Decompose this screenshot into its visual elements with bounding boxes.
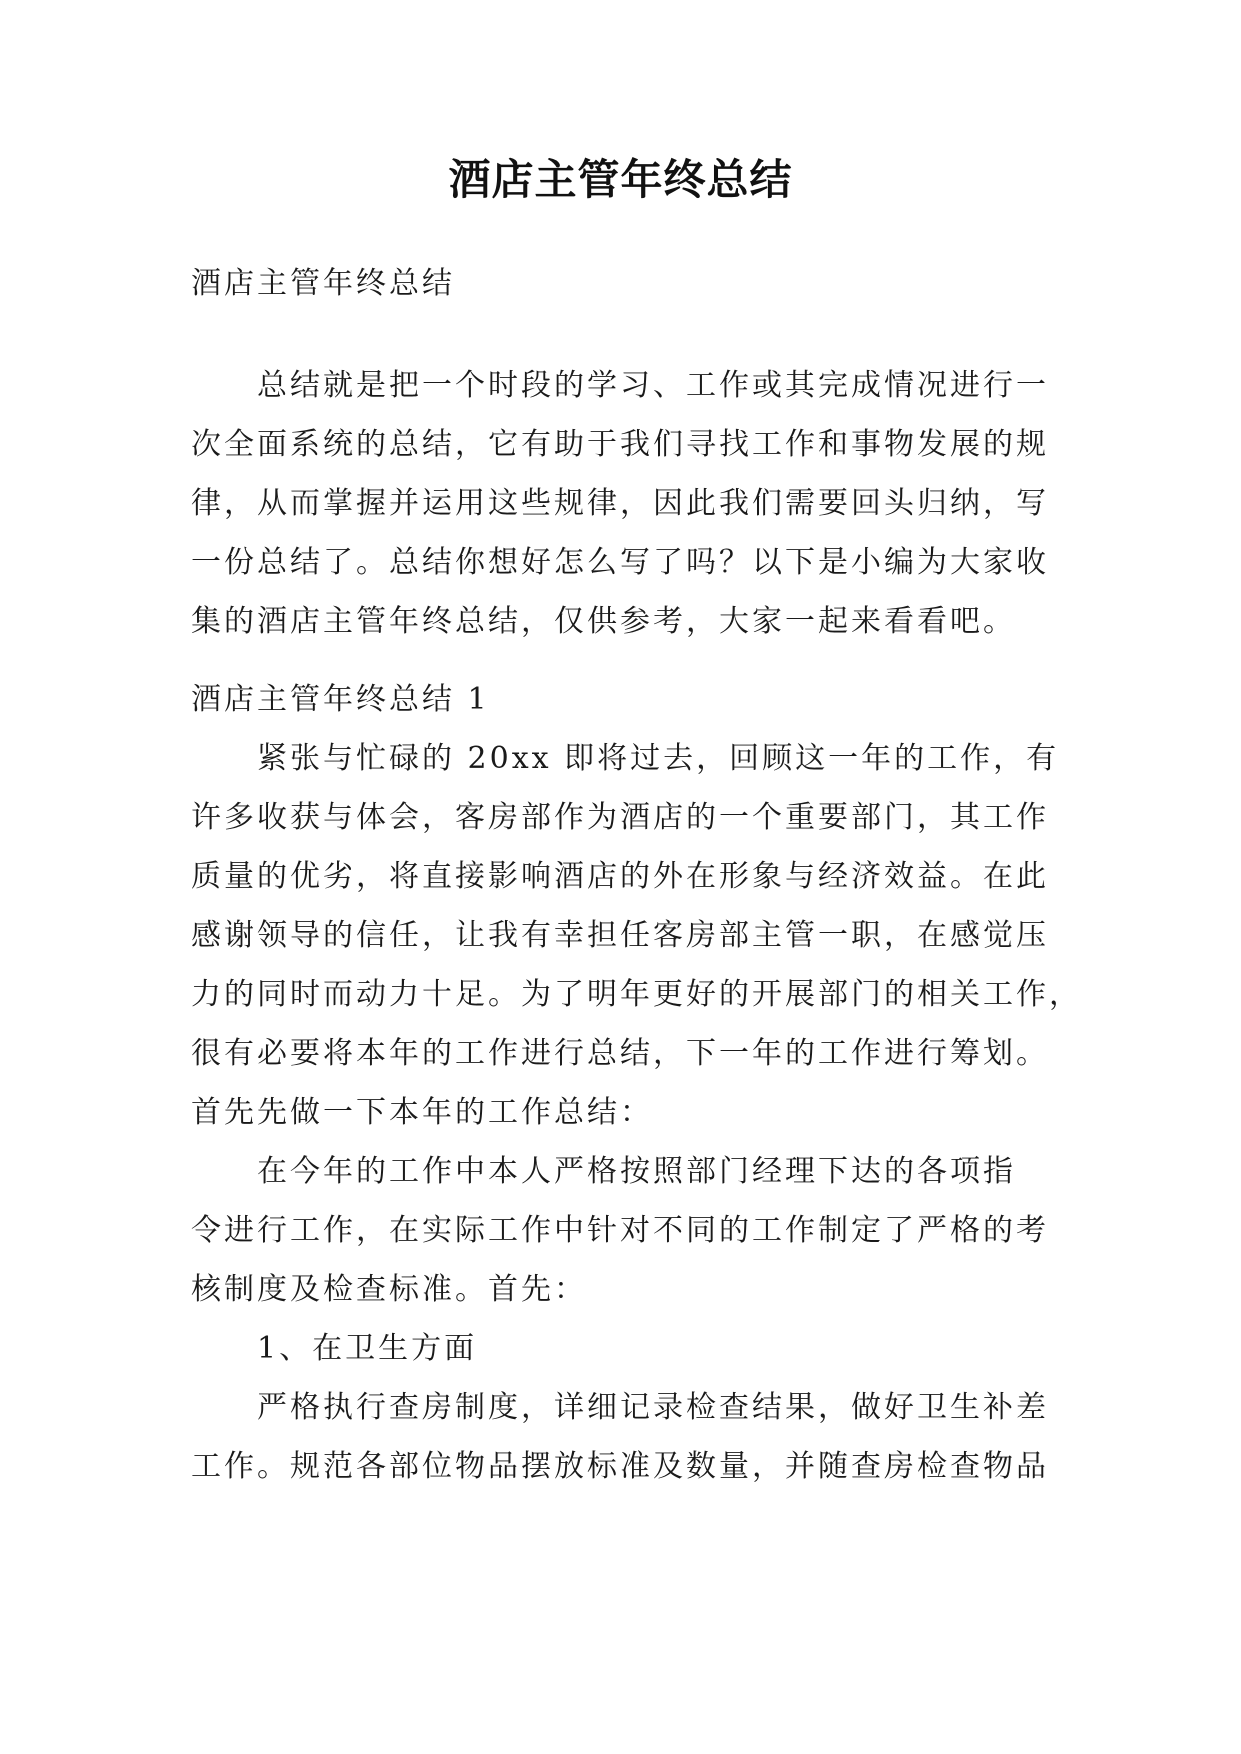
section-heading-line: 酒店主管年终总结 1 bbox=[191, 682, 490, 717]
paragraph-line: 感谢领导的信任，让我有幸担任客房部主管一职，在感觉压 bbox=[191, 918, 1049, 953]
paragraph-line: 力的同时而动力十足。为了明年更好的开展部门的相关工作， bbox=[191, 977, 1082, 1012]
paragraph-line: 很有必要将本年的工作进行总结，下一年的工作进行筹划。 bbox=[191, 1036, 1049, 1071]
item-1-heading bbox=[191, 1319, 1061, 1378]
paragraph-line: 工作。规范各部位物品摆放标准及数量，并随查房检查物品 bbox=[191, 1449, 1049, 1484]
paragraph-line: 在今年的工作中本人严格按照部门经理下达的各项指 bbox=[257, 1154, 1016, 1189]
paragraph-line: 律，从而掌握并运用这些规律，因此我们需要回头归纳，写 bbox=[191, 486, 1049, 521]
paragraph-line: 许多收获与体会，客房部作为酒店的一个重要部门，其工作 bbox=[191, 800, 1049, 835]
item-1-paragraph bbox=[191, 1378, 1061, 1496]
paragraph-line: 质量的优劣，将直接影响酒店的外在形象与经济效益。在此 bbox=[191, 859, 1049, 894]
paragraph-line: 严格执行查房制度，详细记录检查结果，做好卫生补差 bbox=[257, 1390, 1049, 1425]
section-1-heading bbox=[191, 670, 1061, 729]
paragraph-line: 次全面系统的总结，它有助于我们寻找工作和事物发展的规 bbox=[191, 427, 1049, 462]
paragraph-line: 核制度及检查标准。首先： bbox=[191, 1272, 587, 1307]
paragraph-line: 紧张与忙碌的 20xx 即将过去，回顾这一年的工作，有 bbox=[257, 741, 1060, 776]
paragraph-line: 总结就是把一个时段的学习、工作或其完成情况进行一 bbox=[257, 368, 1049, 403]
paragraph-line: 一份总结了。总结你想好怎么写了吗？以下是小编为大家收 bbox=[191, 545, 1049, 580]
document-title: 酒店主管年终总结 bbox=[448, 155, 793, 204]
paragraph-line: 令进行工作，在实际工作中针对不同的工作制定了严格的考 bbox=[191, 1213, 1049, 1248]
section-1-paragraph-1 bbox=[191, 729, 1082, 1142]
section-1-paragraph-2 bbox=[191, 1142, 1061, 1319]
intro-paragraph bbox=[191, 356, 1061, 651]
item-heading-line: 1、在卫生方面 bbox=[257, 1331, 478, 1366]
paragraph-line: 集的酒店主管年终总结，仅供参考，大家一起来看看吧。 bbox=[191, 604, 1016, 639]
paragraph-line: 首先先做一下本年的工作总结： bbox=[191, 1095, 653, 1130]
document-subtitle bbox=[191, 254, 1061, 313]
subtitle-line: 酒店主管年终总结 bbox=[191, 266, 455, 301]
